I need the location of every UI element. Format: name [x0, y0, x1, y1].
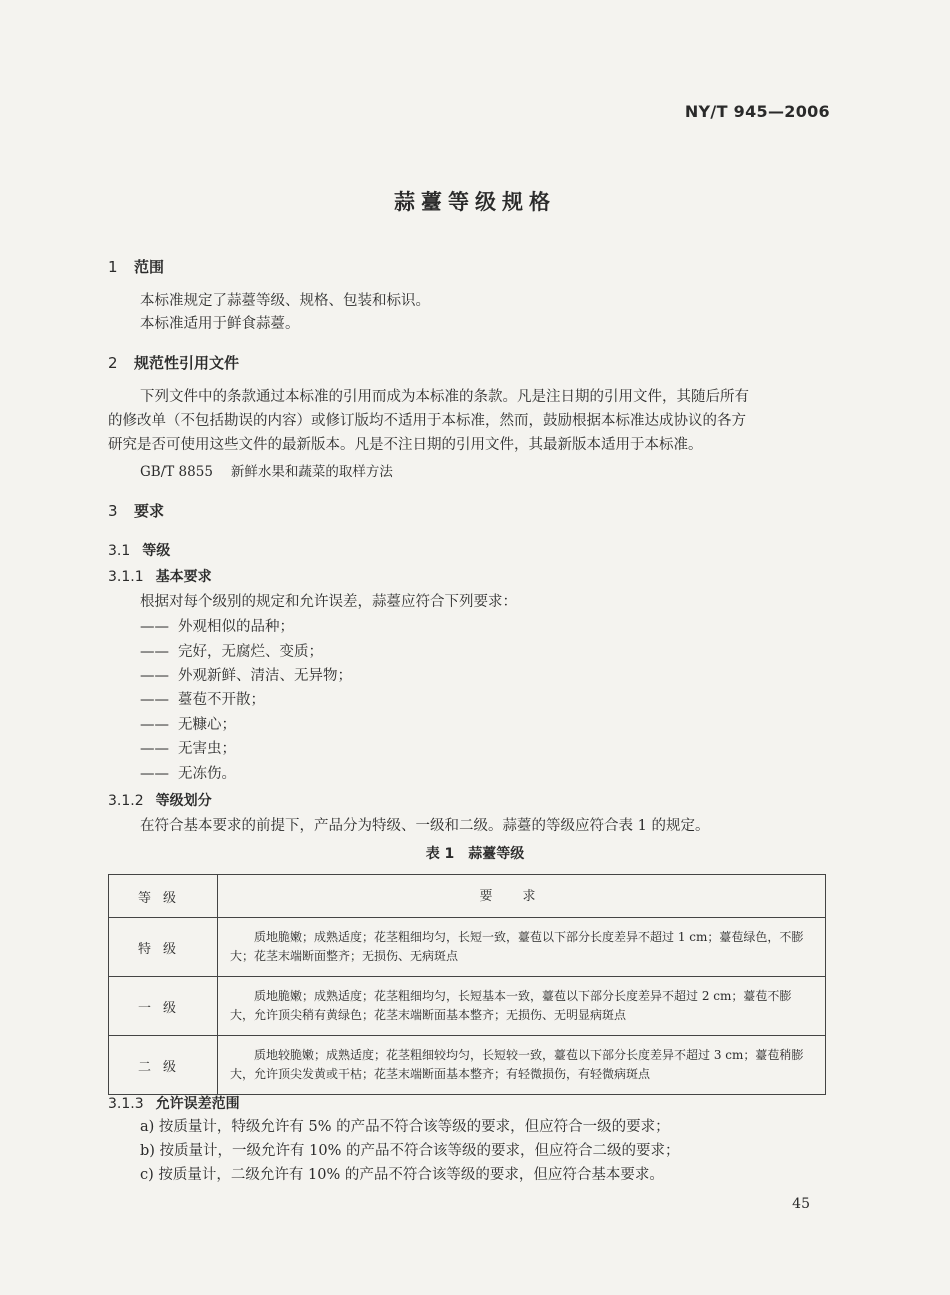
section-3-heading — [108, 500, 164, 521]
section-number: 3.1.3 — [108, 1096, 144, 1112]
references-line-2: 的修改单（不包括勘误的内容）或修订版均不适用于本标准，然而，鼓励根据本标准达成协议的各方 — [108, 413, 746, 429]
basic-requirements-intro: 根据对每个级别的规定和允许误差，蒜薹应符合下列要求： — [140, 594, 517, 610]
table-row — [109, 977, 826, 1036]
section-3-1-3-heading — [108, 1093, 240, 1113]
reference-entry — [140, 461, 393, 483]
section-1-heading — [108, 256, 164, 277]
document-title: 蒜薹等级规格 — [394, 190, 556, 214]
requirement-cell: 质地脆嫩；成熟适度；花茎粗细均匀，长短一致，薹苞以下部分长度差异不超过 1 cm；薹苞绿色，不膨大；花茎末端断面整齐；无损伤、无病斑点 — [218, 918, 826, 977]
requirement-cell: 质地脆嫩；成熟适度；花茎粗细均匀，长短基本一致，薹苞以下部分长度差异不超过 2 cm；薹苞不膨大，允许顶尖稍有黄绿色；花茎末端断面基本整齐；无损伤、无明显病斑点 — [218, 977, 826, 1036]
tolerance-item-c: c) 按质量计，二级允许有 10% 的产品不符合该等级的要求，但应符合基本要求。 — [140, 1167, 664, 1183]
section-3-1-1-heading — [108, 566, 212, 586]
section-title: 规范性引用文件 — [134, 354, 240, 372]
references-line-1: 下列文件中的条款通过本标准的引用而成为本标准的条款。凡是注日期的引用文件，其随后所有 — [140, 389, 749, 405]
column-header-requirement: 要求 — [218, 875, 826, 918]
table-row — [109, 918, 826, 977]
list-item: —— 薹苞不开散； — [140, 692, 265, 708]
requirement-cell: 质地较脆嫩；成熟适度；花茎粗细较均匀，长短较一致，薹苞以下部分长度差异不超过 3 cm；薹苞稍膨大，允许顶尖发黄或干枯；花茎末端断面基本整齐；有轻微损伤，有轻微病斑点 — [218, 1036, 826, 1095]
section-2-heading — [108, 352, 239, 373]
scope-paragraph-2: 本标准适用于鲜食蒜薹。 — [140, 316, 300, 332]
grades-table — [108, 874, 826, 1095]
list-item: —— 无糠心； — [140, 717, 236, 733]
list-item: —— 完好，无腐烂、变质； — [140, 644, 323, 660]
tolerance-item-a: a) 按质量计，特级允许有 5% 的产品不符合该等级的要求，但应符合一级的要求； — [140, 1119, 670, 1135]
scope-paragraph-1: 本标准规定了蒜薹等级、规格、包装和标识。 — [140, 293, 430, 309]
list-item: —— 无害虫； — [140, 741, 236, 757]
list-item: —— 外观相似的品种； — [140, 619, 294, 635]
section-number: 2 — [108, 354, 118, 372]
section-3-1-heading — [108, 540, 170, 560]
table-header-row — [109, 875, 826, 918]
grade-cell: 一级 — [109, 977, 218, 1036]
section-title: 等级 — [142, 543, 171, 559]
grade-cell: 特级 — [109, 918, 218, 977]
page-number: 45 — [792, 1196, 810, 1212]
references-line-3: 研究是否可使用这些文件的最新版本。凡是不注日期的引用文件，其最新版本适用于本标准。 — [108, 437, 703, 453]
section-title: 允许误差范围 — [155, 1096, 240, 1112]
list-item: —— 无冻伤。 — [140, 766, 236, 782]
section-3-1-2-heading — [108, 790, 212, 810]
section-number: 3.1.2 — [108, 793, 144, 809]
section-title: 要求 — [134, 502, 165, 520]
tolerance-item-b: b) 按质量计，一级允许有 10% 的产品不符合该等级的要求，但应符合二级的要求； — [140, 1143, 680, 1159]
column-header-grade: 等级 — [109, 875, 218, 918]
section-number: 1 — [108, 258, 118, 276]
reference-name: 新鲜水果和蔬菜的取样方法 — [230, 464, 393, 480]
reference-code: GB/T 8855 — [140, 464, 213, 480]
grade-cell: 二级 — [109, 1036, 218, 1095]
list-item: —— 外观新鲜、清洁、无异物； — [140, 668, 352, 684]
section-title: 等级划分 — [155, 793, 212, 809]
section-title: 基本要求 — [155, 569, 212, 585]
section-title: 范围 — [134, 258, 165, 276]
section-number: 3 — [108, 502, 118, 520]
table-caption: 表 1 蒜薹等级 — [425, 846, 525, 862]
table-row — [109, 1036, 826, 1095]
grading-text: 在符合基本要求的前提下，产品分为特级、一级和二级。蒜薹的等级应符合表 1 的规定。 — [140, 818, 710, 834]
section-number: 3.1 — [108, 543, 131, 559]
standard-code: NY/T 945—2006 — [684, 102, 830, 121]
section-number: 3.1.1 — [108, 569, 144, 585]
